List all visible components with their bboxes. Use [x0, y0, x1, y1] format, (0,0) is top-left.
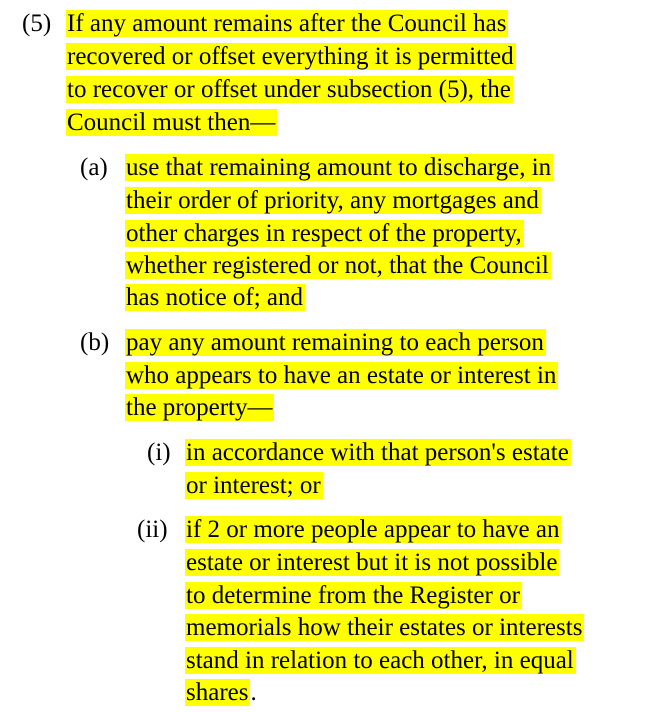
final-period: .: [250, 679, 257, 706]
subparagraph-ii-line: stand in relation to each other, in equal: [186, 647, 574, 674]
clause-text-line: If any amount remains after the Council has: [67, 10, 507, 37]
subparagraph-ii-line: to determine from the Register or: [186, 582, 520, 609]
subparagraph-ii-line: estate or interest but it is not possible: [186, 549, 558, 576]
paragraph-a-line: use that remaining amount to discharge, in: [126, 154, 552, 181]
paragraph-a-line: has notice of; and: [126, 284, 304, 311]
paragraph-a-number: (a): [80, 154, 108, 181]
paragraph-b-line: the property—: [126, 394, 273, 421]
paragraph-a-line: other charges in respect of the property,: [126, 220, 522, 247]
subparagraph-ii-line: memorials how their estates or interests: [186, 614, 583, 641]
clause-text-line: to recover or offset under subsection (5), the: [67, 76, 511, 103]
subparagraph-ii-line: if 2 or more people appear to have an: [186, 516, 560, 543]
clause-text-line: recovered or offset everything it is permitted: [67, 43, 514, 70]
subparagraph-i-number: (i): [147, 439, 171, 466]
paragraph-b-line: who appears to have an estate or interest in: [126, 362, 557, 389]
clause-number: (5): [22, 10, 52, 37]
subparagraph-ii-number: (ii): [137, 516, 168, 543]
paragraph-a-line: their order of priority, any mortgages and: [126, 187, 539, 214]
paragraph-b-number: (b): [80, 329, 110, 356]
subparagraph-i-line: in accordance with that person's estate: [186, 439, 569, 466]
subparagraph-i-line: or interest; or: [186, 472, 321, 499]
paragraph-a-line: whether registered or not, that the Council: [126, 252, 549, 279]
paragraph-b-line: pay any amount remaining to each person: [126, 329, 544, 356]
clause-text-line: Council must then—: [67, 109, 276, 136]
subparagraph-ii-line: shares.: [186, 679, 257, 706]
